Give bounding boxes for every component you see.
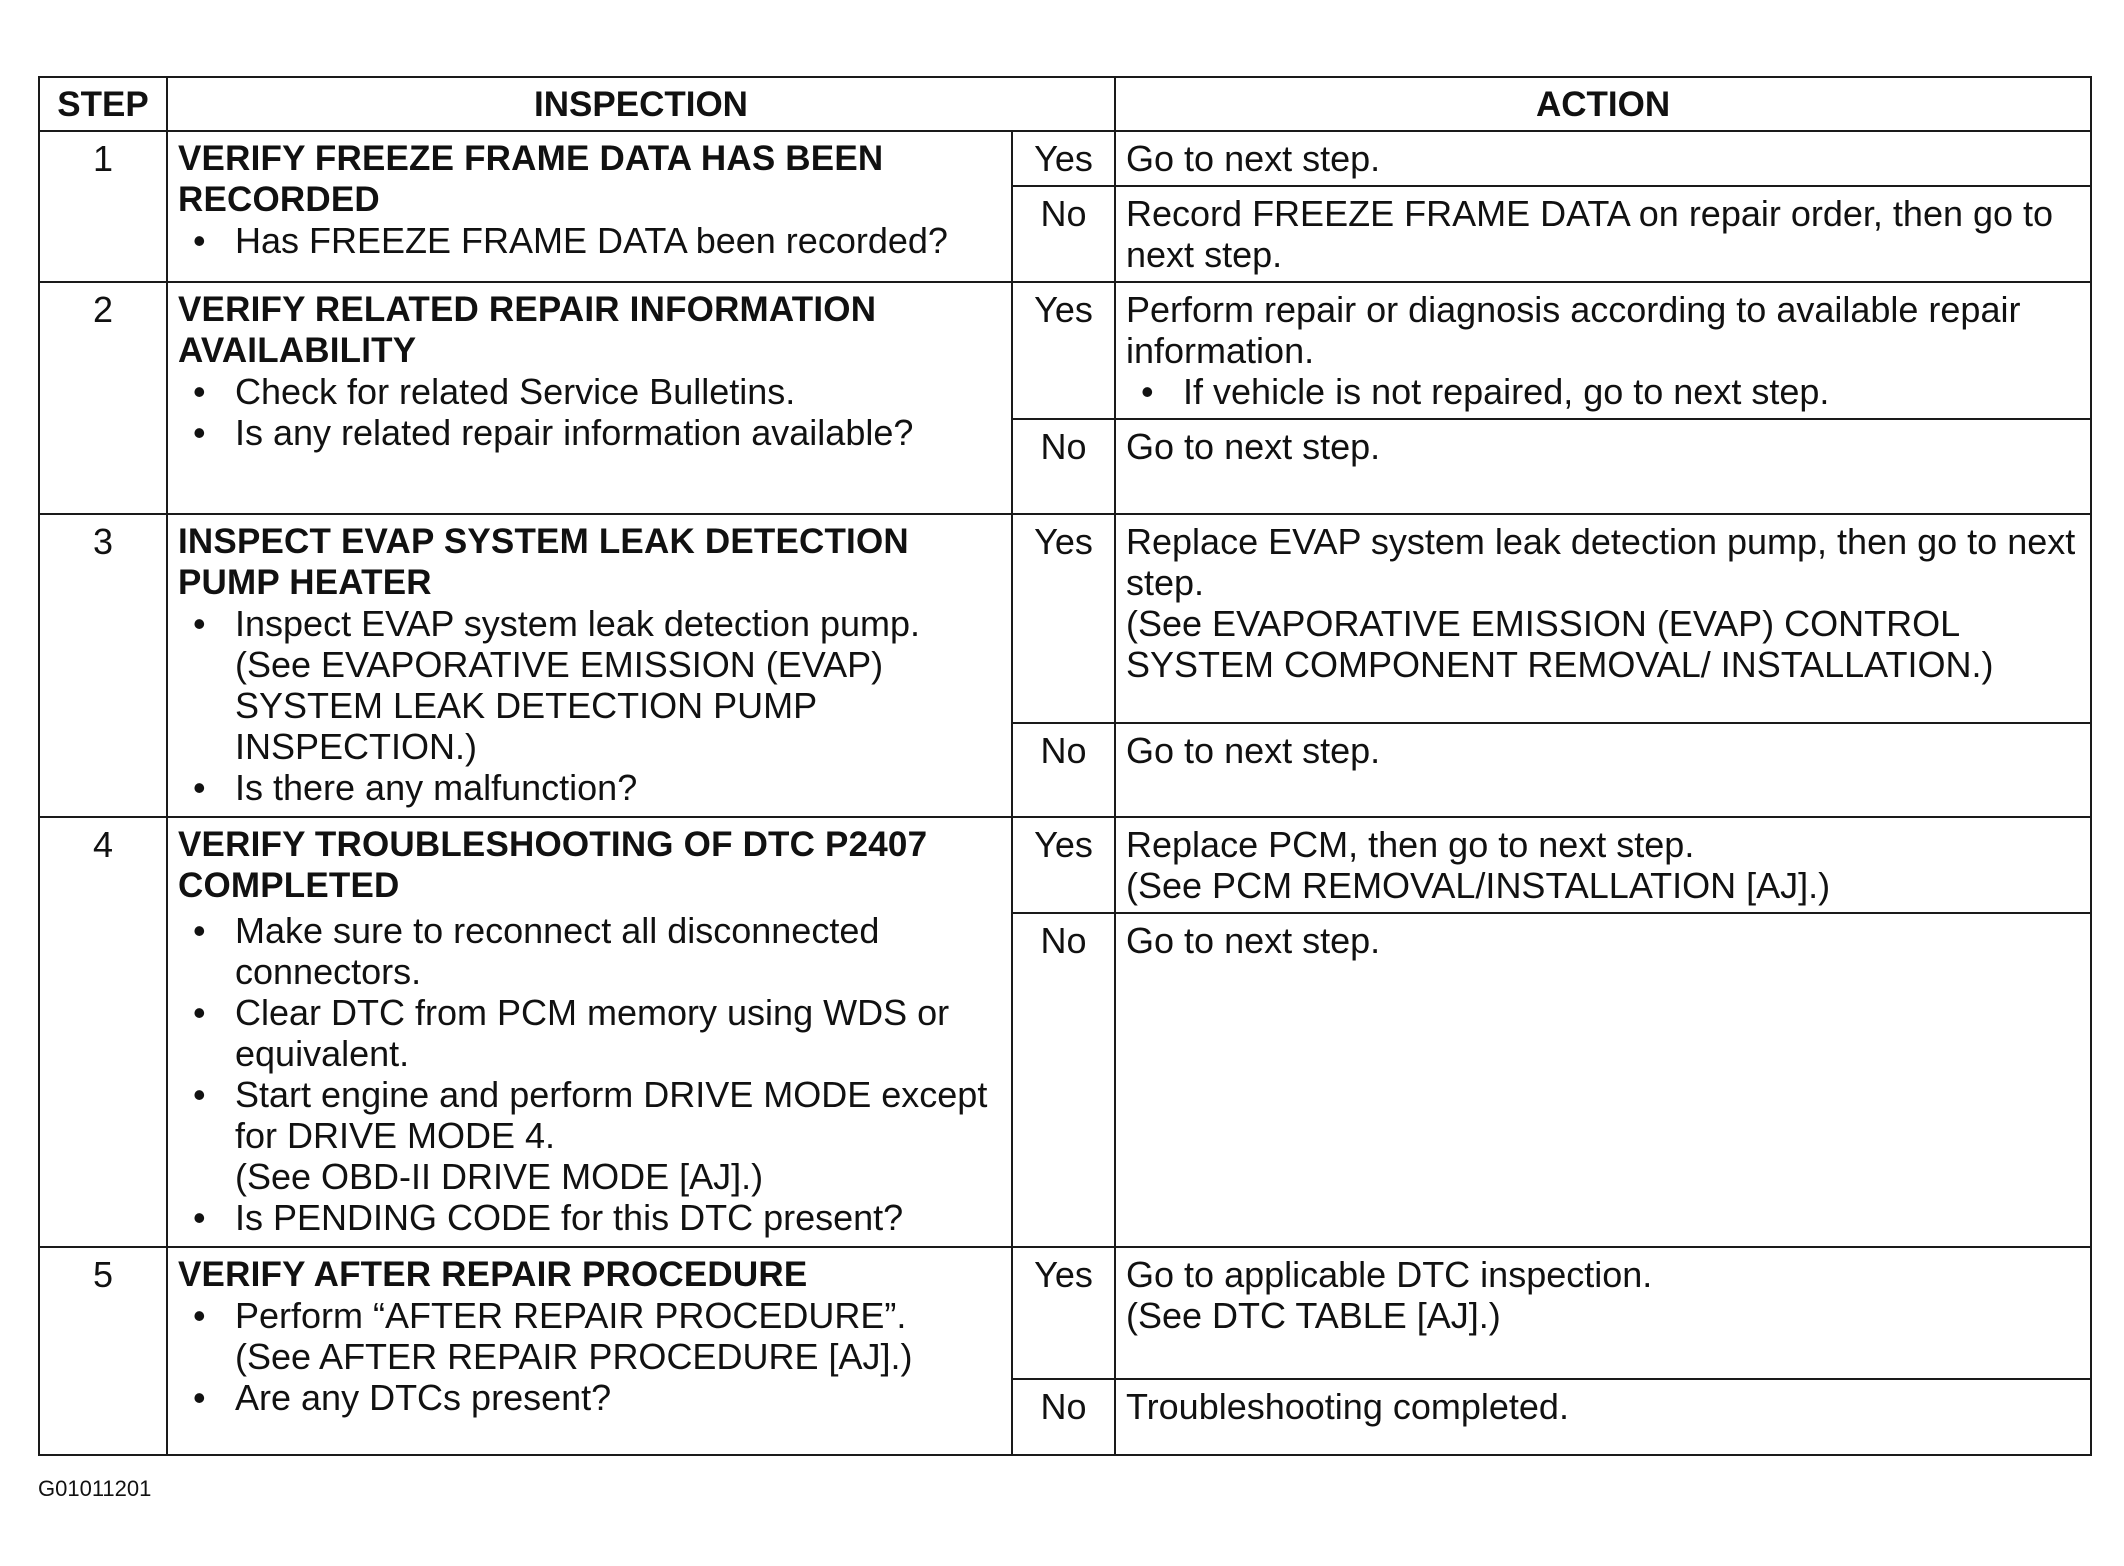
- step-number: 5: [39, 1247, 167, 1455]
- bullet-text: Inspect EVAP system leak detection pump.: [235, 603, 921, 644]
- step-5-inspection: [167, 1247, 1012, 1455]
- bullet-item: • If vehicle is not repaired, go to next step.: [1183, 371, 2080, 412]
- yes-label: Yes: [1012, 514, 1115, 723]
- yes-label: Yes: [1012, 131, 1115, 186]
- no-label: No: [1012, 913, 1115, 1247]
- no-action: Record FREEZE FRAME DATA on repair order, then go to next step.: [1115, 186, 2091, 282]
- figure-id: G01011201: [38, 1476, 152, 1501]
- bullet-list: [178, 910, 1003, 1238]
- step-title: VERIFY AFTER REPAIR PROCEDURE: [178, 1255, 808, 1294]
- no-action: Troubleshooting completed.: [1115, 1379, 2091, 1455]
- diagnostic-table-container: [38, 76, 2090, 1456]
- bullet-text: Start engine and perform DRIVE MODE except for DRIVE MODE 4.: [235, 1074, 988, 1156]
- bullet-item: [235, 603, 1003, 767]
- bullet-item: • Make sure to reconnect all disconnected connectors.: [235, 910, 1003, 992]
- bullet-item: • Are any DTCs present?: [235, 1377, 1003, 1418]
- no-label: No: [1012, 1379, 1115, 1455]
- step-4-yes-row: [39, 817, 2091, 913]
- action-reference: (See EVAPORATIVE EMISSION (EVAP) CONTROL SYSTEM COMPONENT REMOVAL/ INSTALLATION.): [1126, 603, 1994, 685]
- yes-label: Yes: [1012, 1247, 1115, 1379]
- bullet-list: [178, 371, 1003, 453]
- action-reference: (See PCM REMOVAL/INSTALLATION [AJ].): [1126, 865, 1831, 906]
- no-action: Go to next step.: [1115, 419, 2091, 514]
- bullet-item: • Check for related Service Bulletins.: [235, 371, 1003, 412]
- no-label: No: [1012, 723, 1115, 817]
- bullet-reference: (See AFTER REPAIR PROCEDURE [AJ].): [235, 1336, 913, 1377]
- bullet-list: [178, 220, 1003, 261]
- yes-action: [1115, 282, 2091, 419]
- bullet-item: • Is PENDING CODE for this DTC present?: [235, 1197, 1003, 1238]
- action-text: Go to applicable DTC inspection.: [1126, 1254, 1653, 1295]
- bullet-reference: (See OBD-II DRIVE MODE [AJ].): [235, 1156, 764, 1197]
- step-title: VERIFY TROUBLESHOOTING OF DTC P2407 COMPLETED: [178, 825, 928, 905]
- step-2-yes-row: [39, 282, 2091, 419]
- bullet-item: • Is there any malfunction?: [235, 767, 1003, 808]
- step-title: VERIFY RELATED REPAIR INFORMATION AVAILABILITY: [178, 290, 877, 370]
- step-number: 2: [39, 282, 167, 514]
- bullet-item: • Is any related repair information available?: [235, 412, 1003, 453]
- step-title: INSPECT EVAP SYSTEM LEAK DETECTION PUMP HEATER: [178, 522, 909, 602]
- action-reference: (See DTC TABLE [AJ].): [1126, 1295, 1501, 1336]
- step-1-yes-row: [39, 131, 2091, 186]
- bullet-reference: (See EVAPORATIVE EMISSION (EVAP) SYSTEM LEAK DETECTION PUMP INSPECTION.): [235, 644, 884, 767]
- no-action: Go to next step.: [1115, 723, 2091, 817]
- step-1-inspection: [167, 131, 1012, 282]
- step-title: VERIFY FREEZE FRAME DATA HAS BEEN RECORDED: [178, 139, 884, 219]
- header-inspection: INSPECTION: [167, 77, 1115, 131]
- yes-label: Yes: [1012, 817, 1115, 913]
- header-step: STEP: [39, 77, 167, 131]
- yes-action: [1115, 514, 2091, 723]
- action-text: Perform repair or diagnosis according to available repair information.: [1126, 289, 2021, 371]
- bullet-list: [1126, 371, 2080, 412]
- no-label: No: [1012, 186, 1115, 282]
- step-number: 4: [39, 817, 167, 1247]
- action-text: Replace PCM, then go to next step.: [1126, 824, 1695, 865]
- bullet-item: • Clear DTC from PCM memory using WDS or equivalent.: [235, 992, 1003, 1074]
- bullet-item: [235, 1074, 1003, 1197]
- yes-action: Go to next step.: [1115, 131, 2091, 186]
- yes-label: Yes: [1012, 282, 1115, 419]
- diagnostic-procedure-table: [38, 76, 2092, 1456]
- step-number: 1: [39, 131, 167, 282]
- bullet-list: [178, 603, 1003, 808]
- step-5-yes-row: [39, 1247, 2091, 1379]
- bullet-list: [178, 1295, 1003, 1418]
- yes-action: [1115, 817, 2091, 913]
- action-text: Replace EVAP system leak detection pump, then go to next step.: [1126, 521, 2076, 603]
- no-label: No: [1012, 419, 1115, 514]
- no-action: Go to next step.: [1115, 913, 2091, 1247]
- bullet-item: • Has FREEZE FRAME DATA been recorded?: [235, 220, 1003, 261]
- step-3-inspection: [167, 514, 1012, 817]
- yes-action: [1115, 1247, 2091, 1379]
- header-action: ACTION: [1115, 77, 2091, 131]
- table-header-row: [39, 77, 2091, 131]
- step-2-inspection: [167, 282, 1012, 514]
- step-3-yes-row: [39, 514, 2091, 723]
- step-number: 3: [39, 514, 167, 817]
- bullet-item: [235, 1295, 1003, 1377]
- bullet-text: Perform “AFTER REPAIR PROCEDURE”.: [235, 1295, 907, 1336]
- step-4-inspection: [167, 817, 1012, 1247]
